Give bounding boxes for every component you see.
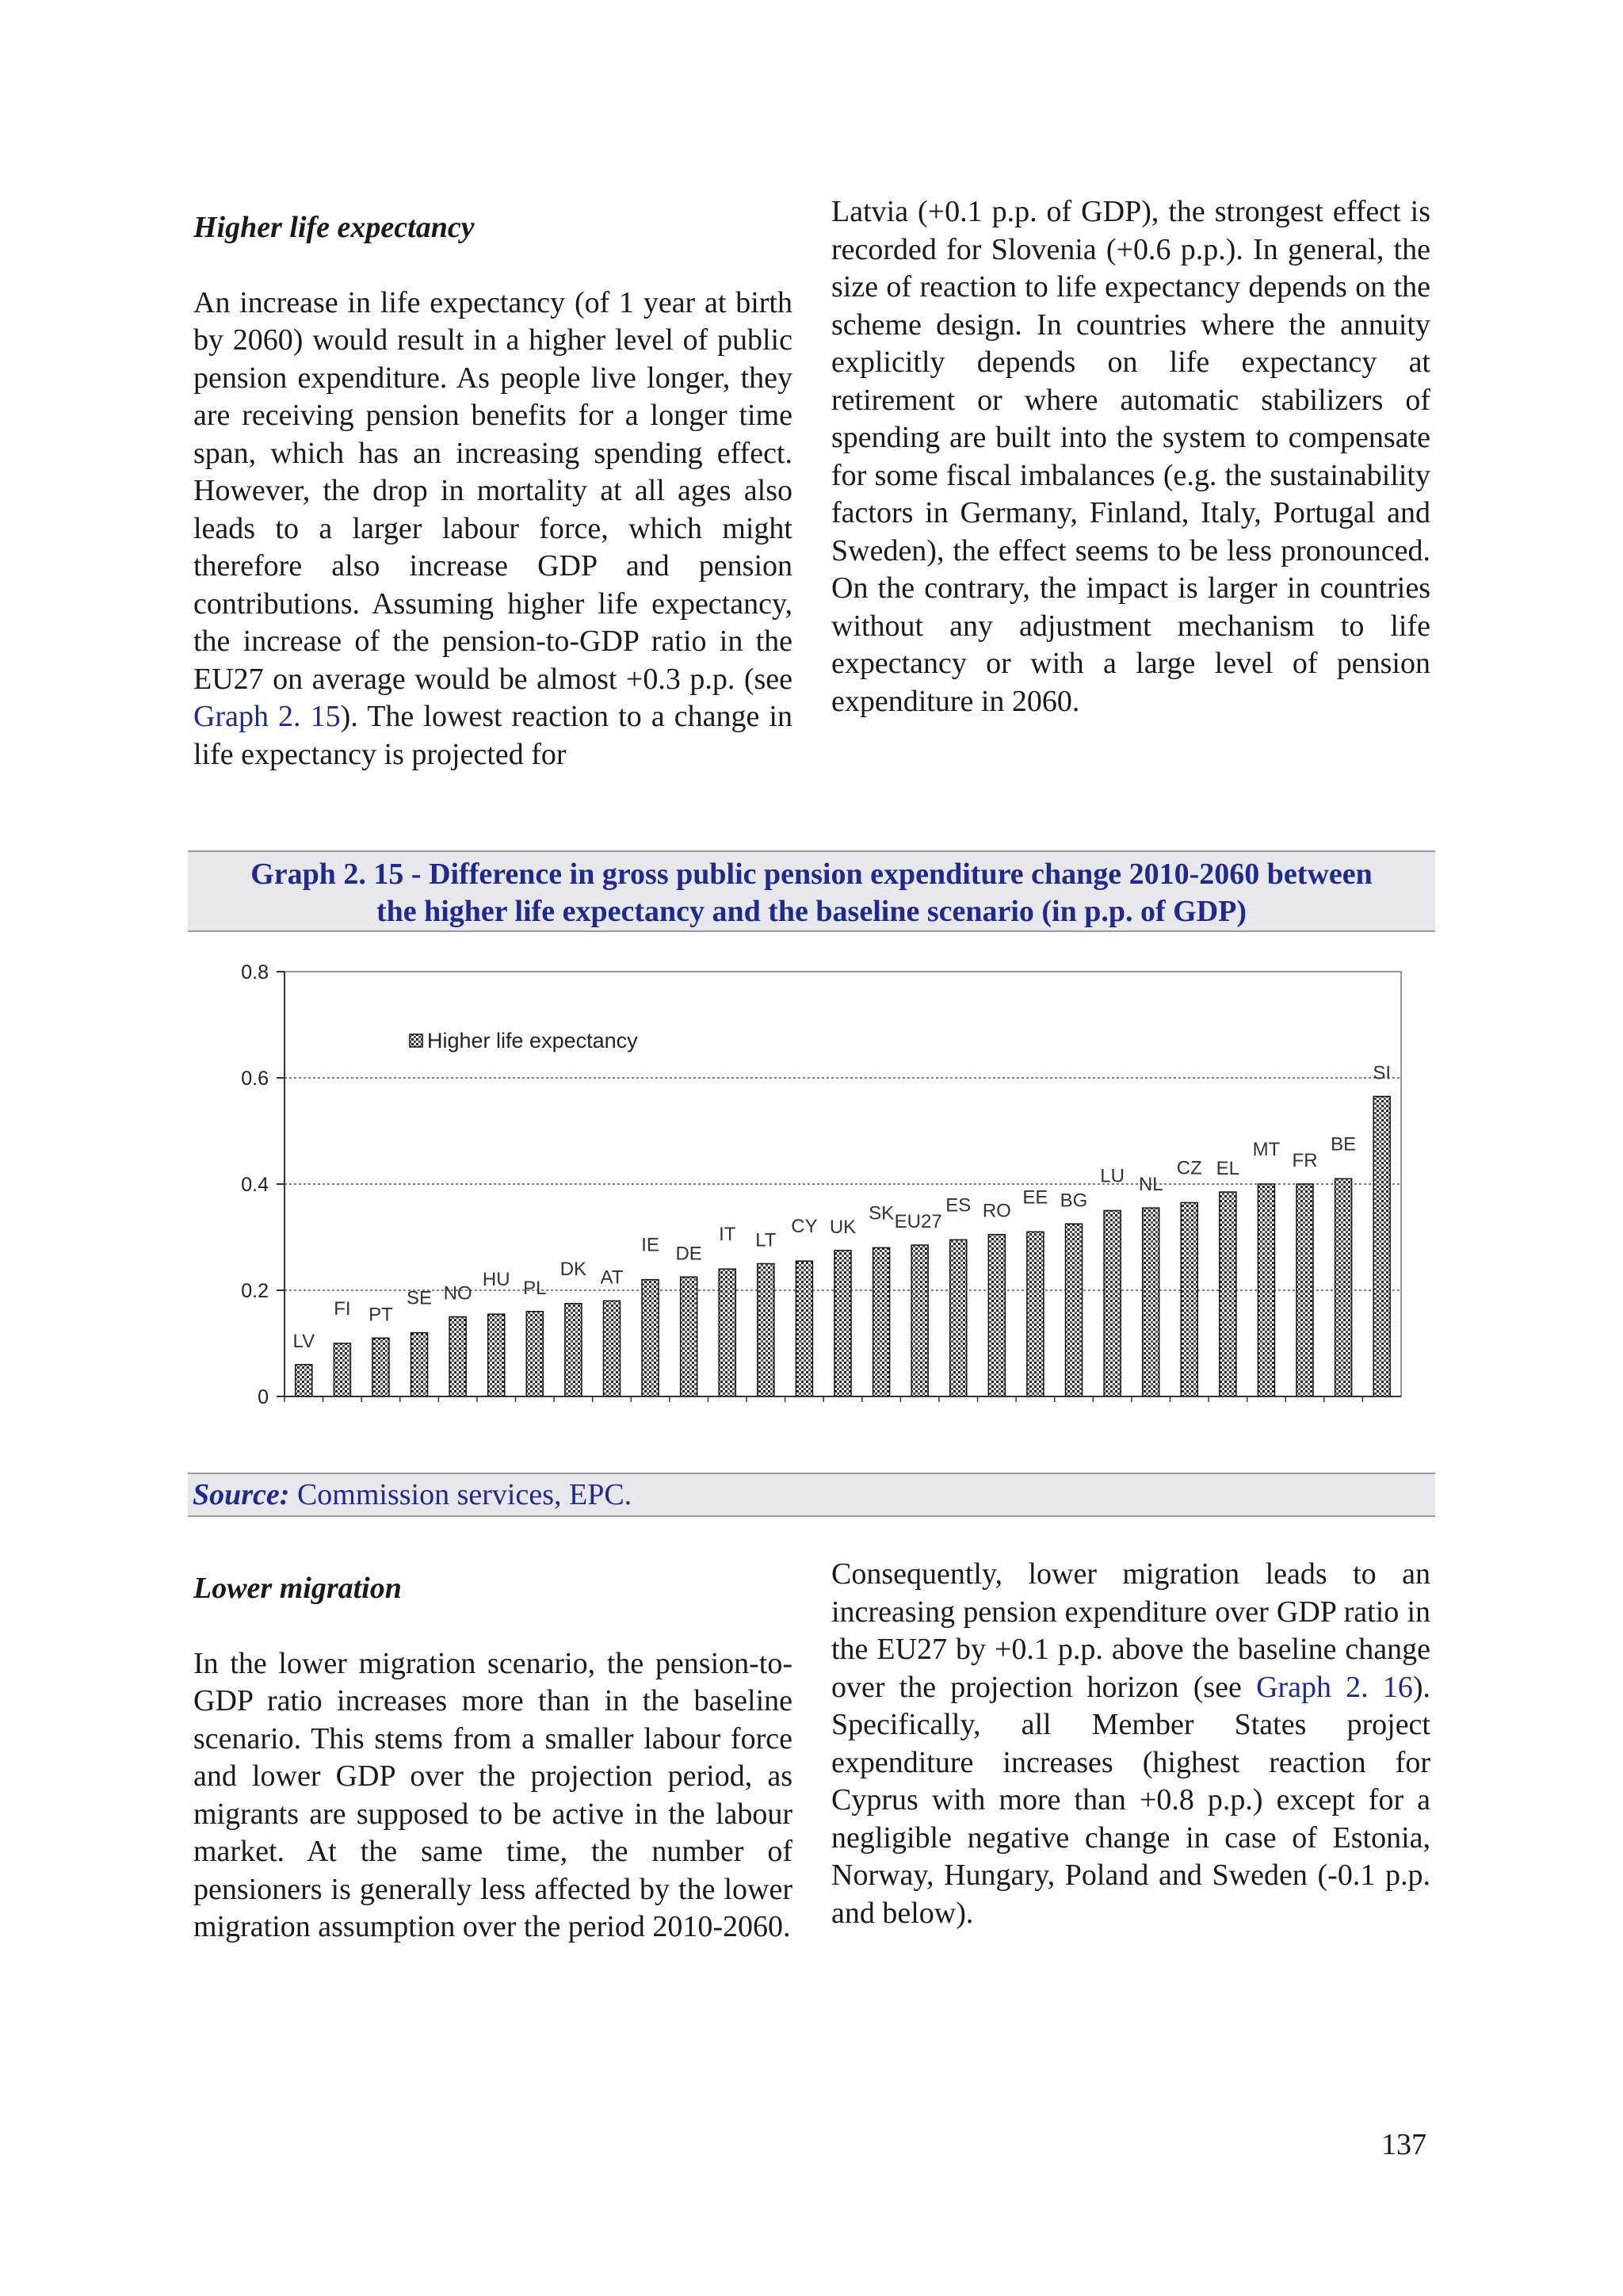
bar-uk [834, 1251, 851, 1396]
right-column-top [831, 193, 1430, 720]
bar-label: RO [982, 1200, 1011, 1222]
bar-label: FR [1292, 1150, 1318, 1171]
paragraph-life-expectancy-continued: Latvia (+0.1 p.p. of GDP), the strongest effect is recorded for Slovenia (+0.6 p.p.). In general, the size of reaction to life expectancy depends on the scheme design. In countries where the annuity explicitly depends on life expectancy at retirement or where automatic stabilizers of spending are built into the system to compensate for some fiscal imbalances (e.g. the sustainability factors in Germany, Finland, Italy, Portugal and Sweden), the effect seems to be less pronounced. On the contrary, the impact is larger in countries without any adjustment mechanism to life expectancy or with a large level of pension expenditure in 2060. [831, 195, 1430, 718]
bar-lt [758, 1264, 774, 1397]
y-tick-label: 0.2 [241, 1280, 269, 1302]
bar-lv [296, 1365, 312, 1396]
bar-pl [526, 1312, 543, 1396]
bar-label: PT [369, 1304, 393, 1326]
graph-source [188, 1473, 1435, 1517]
graph-caption [188, 850, 1435, 932]
y-tick-label: 0.6 [241, 1068, 269, 1090]
y-tick-label: 0.8 [241, 961, 269, 984]
bar-mt [1258, 1184, 1274, 1396]
bar-label: IE [641, 1234, 659, 1256]
paragraph-text: ). The lowest reaction to a change in life expectancy is projected for [193, 700, 792, 771]
bar-label: DE [675, 1243, 702, 1265]
section-heading-life-expectancy: Higher life expectancy [193, 211, 475, 244]
bar-label: UK [829, 1216, 857, 1238]
y-tick-label: 0.4 [241, 1174, 269, 1196]
section-heading-lower-migration: Lower migration [193, 1572, 402, 1605]
bar-label: HU [482, 1269, 510, 1291]
right-column-bottom [831, 1556, 1430, 1932]
bar-el [1220, 1192, 1236, 1396]
bar-ro [988, 1235, 1005, 1396]
bar-it [719, 1269, 735, 1396]
bar-cy [796, 1261, 812, 1396]
bar-label: LT [755, 1229, 777, 1251]
bar-label: ES [945, 1194, 972, 1217]
bar-be [1335, 1179, 1352, 1396]
bar-at [603, 1301, 620, 1396]
bar-label: SK [869, 1202, 895, 1224]
paragraph-lower-migration-continued [831, 1556, 1430, 1932]
graph-caption-line: Graph 2. 15 - Difference in gross public pension expenditure change 2010-2060 between [250, 858, 1373, 891]
bar-label: BE [1331, 1133, 1357, 1156]
bar-label: BG [1060, 1190, 1088, 1212]
bar-label: EE [1022, 1186, 1048, 1209]
bar-label: NO [443, 1282, 472, 1305]
bar-fr [1296, 1184, 1313, 1396]
bar-se [411, 1333, 428, 1396]
bar-label: CZ [1176, 1157, 1202, 1179]
bar-nl [1143, 1208, 1159, 1396]
source-label: Source: [193, 1478, 290, 1511]
bar-lu [1104, 1211, 1121, 1397]
bar-label: DK [559, 1258, 587, 1280]
y-tick-label: 0 [258, 1386, 269, 1408]
legend-label: Higher life expectancy [427, 1029, 638, 1052]
graph-caption-line: the higher life expectancy and the baseline scenario (in p.p. of GDP) [376, 895, 1247, 928]
bar-ee [1027, 1232, 1044, 1396]
bar-label: MT [1252, 1139, 1281, 1160]
bar-hu [488, 1314, 505, 1396]
bar-label: AT [600, 1266, 624, 1289]
bar-label: PL [523, 1277, 547, 1299]
paragraph-text: Consequently, lower migration leads to an increasing pension expenditure over GDP ratio in the EU27 by +0.1 p.p. above the baseline change over the projection horizon (see [831, 1557, 1430, 1704]
paragraph-text: An increase in life expectancy (of 1 year at birth by 2060) would result in a higher level of public pension expenditure. As people live longer, they are receiving pension benefits for a longer time span, which has an increasing spending effect. However, the drop in mortality at all ages also leads to a larger labour force, which might therefore also increase GDP and pension contributions. Assuming higher life expectancy, the increase of the pension-to-GDP ratio in the EU27 on average would be almost +0.3 p.p. (see [193, 285, 792, 696]
bar-label: SE [407, 1287, 433, 1309]
bar-eu27 [911, 1245, 928, 1396]
left-column-top [193, 209, 792, 774]
graph-2-15-link[interactable]: Graph 2. 15 [193, 700, 341, 733]
bar-no [449, 1317, 466, 1397]
legend-swatch [410, 1034, 422, 1047]
bar-label: CY [791, 1216, 818, 1238]
bar-bg [1066, 1224, 1083, 1396]
bar-label: FI [334, 1298, 351, 1320]
page-number: 137 [1381, 2128, 1426, 2161]
bar-de [681, 1277, 697, 1396]
paragraph-text: ). Specifically, all Member States project expenditure increases (highest reaction for Cyprus with more than +0.8 p.p.) except for a negligible negative change in case of Estonia, Norway, Hungary, Poland and Sweden (-0.1 p.p. and below). [831, 1670, 1430, 1930]
bar-si [1373, 1096, 1390, 1396]
bar-label: NL [1138, 1174, 1163, 1196]
bar-cz [1181, 1202, 1197, 1396]
paragraph-lower-migration: In the lower migration scenario, the pension-to-GDP ratio increases more than in the baseline scenario. This stems from a smaller labour force and lower GDP over the projection period, as migrants are supposed to be active in the labour market. At the same time, the number of pensioners is generally less affected by the lower migration assumption over the period 2010-2060. [193, 1646, 792, 1943]
bar-sk [873, 1247, 890, 1396]
bar-label: LV [292, 1330, 315, 1352]
bar-chart [188, 948, 1435, 1423]
paragraph-life-expectancy [193, 285, 792, 774]
bar-label: LU [1100, 1165, 1125, 1187]
bar-es [950, 1240, 967, 1396]
bar-label: IT [719, 1224, 736, 1246]
bar-pt [372, 1338, 389, 1396]
bar-label: SI [1373, 1062, 1392, 1084]
bar-label: EL [1216, 1158, 1240, 1180]
graph-2-16-link[interactable]: Graph 2. 16 [1256, 1670, 1413, 1704]
left-column-bottom [193, 1570, 792, 1946]
bar-label: EU27 [894, 1211, 942, 1233]
source-text: Commission services, EPC. [289, 1478, 632, 1511]
bar-dk [565, 1304, 582, 1396]
bar-ie [642, 1280, 659, 1396]
bar-fi [334, 1343, 350, 1396]
